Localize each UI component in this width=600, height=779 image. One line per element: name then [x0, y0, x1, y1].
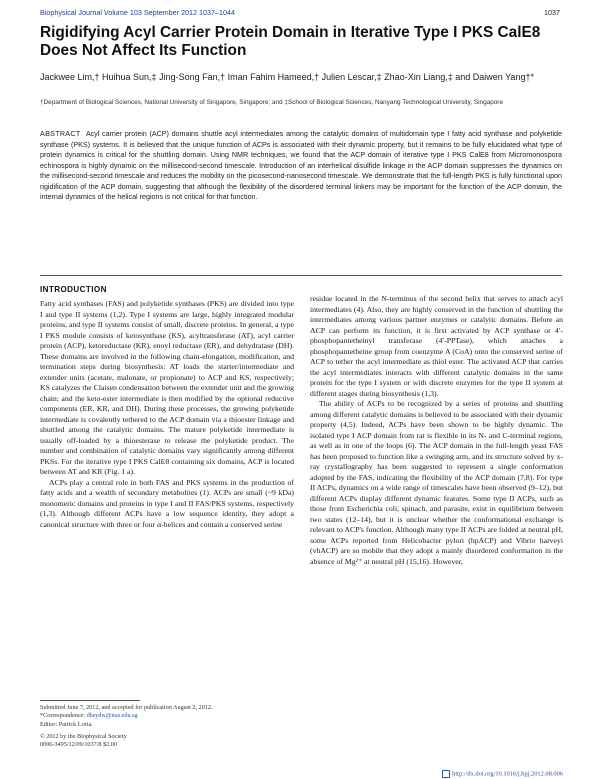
page-number: 1037	[544, 8, 560, 17]
doi-link[interactable]	[370, 770, 563, 778]
correspondence-email-link[interactable]: dbsydw@nus.edu.sg	[86, 712, 138, 720]
paragraph: Fatty acid synthases (FAS) and polyketide synthases (PKS) are divided into type I and type II systems (1,2). Type I systems are large, highly integrated modular proteins, and type II systems consist of small, discrete proteins. In general, a type I PKS module consists of ketosynthase (KS), acyltransferase (AT), acyl carrier protein (ACP), ketoreductase (KR), enoyl reductase (ER), and dehydratase (DH). These domains are involved in the following chain-elongation, modification, and termination steps during biosynthesis: AT loads the starter/intermediate and extender units (acetate, malonate, or propionate) to ACP and KS, respectively; KS catalyzes the Claisen condensation between the extender unit and the growing chain; and the keto-ester intermediate is then modified by the optional reductive components (ER, KR, and DH). During these processes, the growing polyketide intermediate is covalently tethered to the ACP domain via a thioester linkage and shuttled among the catalytic domains. The mature polyketide intermediate is usually off-loaded by a thioesterase to release the polyketide product. The number and combination of catalytic domains vary significantly among different PKSs. For the iterative type I PKS CalE8 containing six domains, ACP is located between AT and KR (Fig. 1 a).	[40, 299, 294, 476]
paragraph: The ability of ACPs to be recognized by a series of proteins and shuttling among different catalytic domains is believed to be associated with their dynamic property (4,5). Indeed, ACPs have been shown to be highly dynamic. The isolated type I ACP domain from rat is flexible in its N- and C-terminal regions, as well as in one of the loops (6). The ACP domain in the full-length yeast FAS has been proposed to function like a swinging arm, and its structure solved by x-ray crystallography has been suggested to represent a single conformation adopted by the FAS, indicating the flexibility of the ACP domain (7,8). For type II ACPs, dynamics on a wide range of timescales have been observed (9–12), but different ACPs display different dynamic features. Some type II ACPs, such as those from Escherichia coli, spinach, and parasite, exist in equilibrium between two states (12–14), but it is unclear whether the conformational exchange is relevant to ACP's function. Although many type II ACPs are folded at neutral pH, some ACPs reported from Helicobacter pylori (hpACP) and Vibrio harveyi (vhACP) are so mobile that they adopt a mainly disordered conformation in the absence of Mg²⁺ at neutral pH (15,16). However,	[310, 399, 564, 566]
author-list: Jackwee Lim,† Huihua Sun,‡ Jing-Song Fan,† Iman Fahim Hameed,† Julien Lescar,‡ Zhao-Xin Liang,‡ and Daiwen Yang†*	[40, 72, 534, 82]
section-heading: INTRODUCTION	[40, 285, 107, 294]
abstract-text: Acyl carrier protein (ACP) domains shuttle acyl intermediates among the catalytic domains of multidomain type I fatty acid synthase and polyketide synthase (PKS) systems. It is believed that the unique function of ACPs is associated with their dynamic property, but it remains to be fully elucidated what type of protein dynamics is critical for the shuttling domain. Using NMR techniques, we found that the ACP domain of iterative type I PKS CalE8 from Micromonospora echinospora is highly dynamic on the millisecond-second timescale. Introduction of an interhelical disulfide linkage in the ACP domain suppresses the dynamics on the millisecond-second timescale and reduces the mobility on the picosecond-nanosecond timescale. We demonstrate that the full-length PKS is fully functional upon rigidification of the ACP domain, suggesting that although the flexibility of the disordered terminal linkers may be important for the function of the ACP domain, the internal dynamics of the helical regions is not critical for that function.	[40, 130, 563, 201]
correspondence	[40, 712, 295, 720]
footnote	[40, 704, 295, 749]
abstract-label: ABSTRACT	[40, 130, 81, 138]
editor: Editor: Patrick Loria.	[40, 720, 93, 728]
right-column	[310, 294, 563, 567]
correspondence-label: *Correspondence:	[40, 712, 86, 720]
running-header	[40, 8, 560, 22]
external-link-icon	[442, 770, 450, 778]
doi-text[interactable]: http://dx.doi.org/10.1016/j.bpj.2012.08.006	[452, 770, 563, 778]
article-title: Rigidifying Acyl Carrier Protein Domain in Iterative Type I PKS CalE8 Does Not Affect Its Function	[40, 24, 541, 59]
left-column	[40, 299, 294, 530]
paragraph: ACPs play a central role in both FAS and PKS systems in the production of fatty acids and a wealth of secondary metabolites (1). ACPs are small (~9 kDa) monomeric domains and proteins in type I and II FAS/PKS systems, respectively (1,3). Although different ACPs have a low sequence identity, they adopt a canonical structure with three or four α-helices and contain a conserved serine	[40, 477, 294, 529]
footnote-divider	[40, 700, 140, 701]
issn: 0006-3495/12/09/1037/8 $2.00	[40, 741, 117, 749]
affiliations: †Department of Biological Sciences, National University of Singapore, Singapore; and ‡School of Biological Sciences, Nanyang Technological University, Singapore	[40, 99, 503, 106]
section-divider	[40, 275, 562, 276]
abstract	[40, 129, 562, 203]
copyright: © 2012 by the Biophysical Society	[40, 732, 127, 740]
submission-dates: Submitted June 7, 2012, and accepted for publication August 2, 2012.	[40, 704, 213, 711]
journal-line[interactable]: Biophysical Journal Volume 103 September 2012 1037–1044	[40, 8, 235, 17]
paragraph: residue located in the N-terminus of the second helix that serves to attach acyl intermediates (4). Also, they are highly conserved in the function of shuttling the intermediates among various partner enzymes or catalytic domains. Before an ACP can perform its function, it is first activated by ACP synthase or 4′-phosphopantetheinyl transferase (4′-PPTase), which attaches a phosphopantetheine group from coenzyme A (CoA) onto the conserved serine of ACP to tether the acyl intermediate as thiol ester. The activated ACP that carries the acyl intermediates interacts with different catalytic domains in the same protein for the type I system or with discrete enzymes for the type II system at different stages during biosynthesis (1,3).	[310, 294, 563, 398]
